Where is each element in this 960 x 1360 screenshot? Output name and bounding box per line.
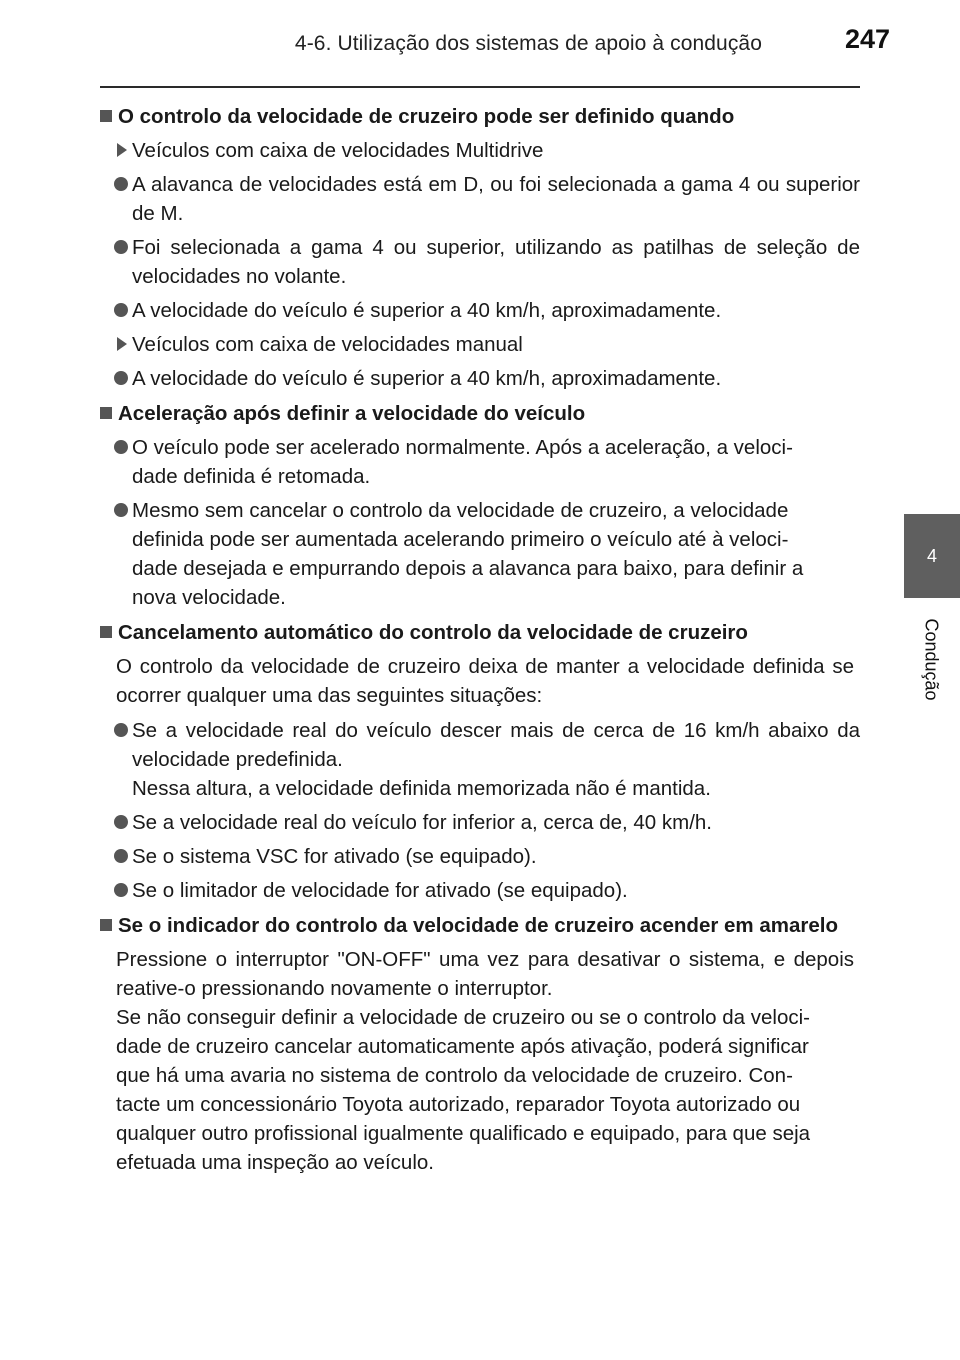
page-number: 247 bbox=[844, 24, 890, 54]
chapter-label-text: Condução bbox=[921, 617, 942, 701]
header-rule bbox=[100, 86, 860, 88]
list-item: A alavanca de velocidades está em D, ou foi selecionada a gama 4 ou superior de M. bbox=[100, 170, 860, 228]
circle-bullet-icon bbox=[114, 177, 128, 191]
paragraph: Pressione o interruptor "ON-OFF" uma vez para desativar o sistema, e depois reative-o pressionando novamente o interruptor. bbox=[116, 948, 854, 1000]
section-heading: Aceleração após definir a velocidade do veículo bbox=[100, 399, 860, 428]
list-item: Se a velocidade real do veículo descer mais de cerca de 16 km/h abaixo da velocidade predefinida. Nessa altura, a velocidade definida memorizada não é mantida. bbox=[100, 716, 860, 803]
triangle-bullet-icon bbox=[117, 337, 127, 351]
circle-bullet-icon bbox=[114, 440, 128, 454]
chapter-number: 4 bbox=[926, 545, 937, 566]
square-bullet-icon bbox=[100, 110, 112, 122]
list-item: A velocidade do veículo é superior a 40 km/h, aproximadamente. bbox=[100, 296, 860, 325]
list-item: Foi selecionada a gama 4 ou superior, utilizando as patilhas de seleção de velocidades no volante. bbox=[100, 233, 860, 291]
list-item: A velocidade do veículo é superior a 40 km/h, aproximadamente. bbox=[100, 364, 860, 393]
square-bullet-icon bbox=[100, 407, 112, 419]
circle-bullet-icon bbox=[114, 303, 128, 317]
list-item: Mesmo sem cancelar o controlo da velocidade de cruzeiro, a velocidade definida pode ser aumentada acelerando primeiro o veículo até à veloci- dade desejada e empurrando depois a alavanca para baixo, para definir a nova velocidade. bbox=[100, 496, 860, 612]
circle-bullet-icon bbox=[114, 849, 128, 863]
section-heading: O controlo da velocidade de cruzeiro pode ser definido quando bbox=[100, 102, 860, 131]
list-item: O veículo pode ser acelerado normalmente. Após a aceleração, a veloci- dade definida é retomada. bbox=[100, 433, 860, 491]
chapter-tab[interactable] bbox=[904, 514, 960, 598]
section-heading: Cancelamento automático do controlo da velocidade de cruzeiro bbox=[100, 618, 860, 647]
circle-bullet-icon bbox=[114, 723, 128, 737]
paragraph: Se não conseguir definir a velocidade de cruzeiro ou se o controlo da veloci- dade de cruzeiro cancelar automaticamente após ativação, poderá significar que há uma avaria no sistema de controlo da velocidade de cruzeiro. Con- tacte um concessionário Toyota autorizado, reparador Toyota autorizado ou qualquer outro profissional igualmente qualificado e equipado, para que seja efetuada uma inspeção ao veículo. bbox=[116, 1006, 811, 1174]
circle-bullet-icon bbox=[114, 371, 128, 385]
page-content bbox=[100, 96, 860, 1183]
triangle-bullet-icon bbox=[117, 143, 127, 157]
page-header bbox=[100, 22, 890, 62]
square-bullet-icon bbox=[100, 919, 112, 931]
circle-bullet-icon bbox=[114, 815, 128, 829]
circle-bullet-icon bbox=[114, 503, 128, 517]
circle-bullet-icon bbox=[114, 883, 128, 897]
section-title: 4-6. Utilização dos sistemas de apoio à condução bbox=[294, 32, 762, 55]
sub-heading: Veículos com caixa de velocidades Multidrive bbox=[100, 136, 860, 165]
list-item: Se o limitador de velocidade for ativado (se equipado). bbox=[100, 876, 860, 905]
paragraph: O controlo da velocidade de cruzeiro deixa de manter a velocidade definida se ocorrer qualquer uma das seguintes situações: bbox=[116, 655, 854, 707]
section-heading: Se o indicador do controlo da velocidade de cruzeiro acender em amarelo bbox=[100, 911, 860, 940]
list-item: Se o sistema VSC for ativado (se equipado). bbox=[100, 842, 860, 871]
square-bullet-icon bbox=[100, 626, 112, 638]
sub-heading: Veículos com caixa de velocidades manual bbox=[100, 330, 860, 359]
circle-bullet-icon bbox=[114, 240, 128, 254]
list-item: Se a velocidade real do veículo for inferior a, cerca de, 40 km/h. bbox=[100, 808, 860, 837]
chapter-label bbox=[903, 604, 959, 714]
